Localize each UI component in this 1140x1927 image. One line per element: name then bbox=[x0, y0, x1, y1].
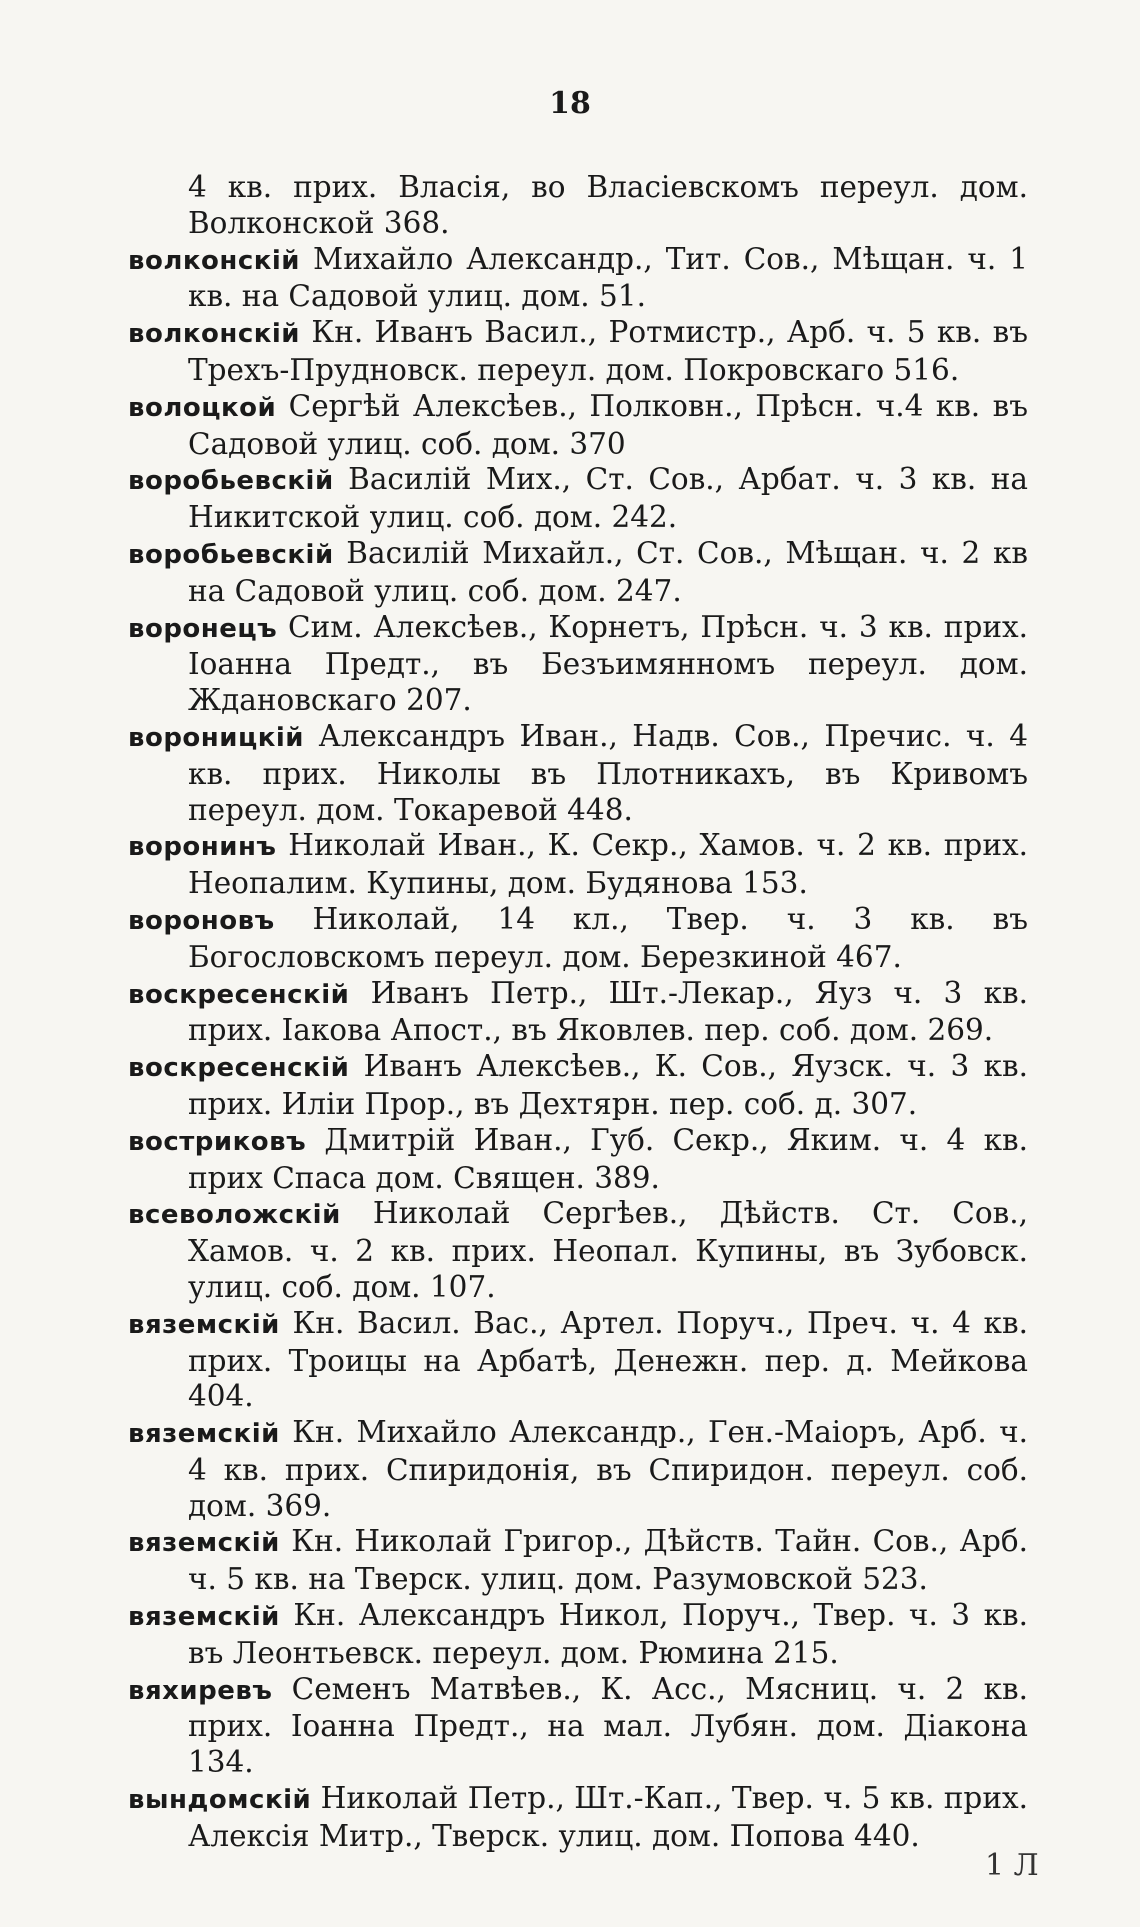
entry-surname: востриковъ bbox=[128, 1126, 307, 1157]
entry-text: Михайло Александр., Тит. Сов., Мѣщан. ч. 1 кв. на Садовой улиц. дом. 51. bbox=[188, 241, 1028, 314]
entry-text: Василій Михайл., Ст. Сов., Мѣщан. ч. 2 кв на Садовой улиц. соб. дом. 247. bbox=[188, 535, 1028, 608]
directory-entry bbox=[128, 1196, 1028, 1305]
entry-surname: всеволожскій bbox=[128, 1200, 341, 1231]
entry-text: Николай, 14 кл., Твер. ч. 3 кв. въ Богословскомъ переул. дом. Березкиной 467. bbox=[188, 901, 1028, 974]
directory-entry bbox=[128, 1598, 1028, 1672]
entry-surname: вяземскій bbox=[128, 1419, 280, 1450]
directory-entry bbox=[128, 242, 1028, 316]
directory-entry bbox=[128, 1781, 1028, 1855]
directory-entry bbox=[128, 1123, 1028, 1197]
directory-entry bbox=[128, 719, 1028, 828]
entry-text: Сергѣй Алексѣев., Полковн., Прѣсн. ч.4 кв. въ Садовой улиц. соб. дом. 370 bbox=[188, 388, 1028, 461]
entry-surname: вяземскій bbox=[128, 1602, 280, 1633]
directory-entry bbox=[128, 389, 1028, 463]
entry-surname: воробьевскій bbox=[128, 466, 334, 497]
entry-text: Александръ Иван., Надв. Сов., Пречис. ч. 4 кв. прих. Николы въ Плотникахъ, въ Кривомъ переул. дом. Токаревой 448. bbox=[188, 718, 1028, 827]
entry-text: Иванъ Алексѣев., К. Сов., Яузск. ч. 3 кв. прих. Иліи Прор., въ Дехтярн. пер. соб. д. 307. bbox=[188, 1049, 1028, 1121]
entry-text: Кн. Николай Григор., Дѣйств. Тайн. Сов., Арб. ч. 5 кв. на Тверск. улиц. дом. Разумовской 523. bbox=[188, 1524, 1028, 1597]
entry-text: Кн. Михайло Александр., Ген.-Маіоръ, Арб. ч. 4 кв. прих. Спиридонія, въ Спиридон. переул. соб. дом. 369. bbox=[188, 1415, 1028, 1523]
entry-surname: волконскій bbox=[128, 245, 301, 276]
directory-entry bbox=[128, 976, 1028, 1050]
directory-entry bbox=[128, 1524, 1028, 1598]
directory-entry bbox=[128, 1415, 1028, 1524]
directory-entry bbox=[128, 1672, 1028, 1781]
entry-text: Семенъ Матвѣев., К. Асс., Мясниц. ч. 2 кв. прих. Іоанна Предт., на мал. Лубян. дом. Діакона 134. bbox=[188, 1671, 1028, 1780]
entry-surname: волоцкой bbox=[128, 392, 277, 423]
entry-text: Сим. Алексѣев., Корнетъ, Прѣсн. ч. 3 кв. прих. Іоанна Предт., въ Безъимянномъ переул. дом. Ждановскаго 207. bbox=[188, 609, 1028, 718]
entry-text: Иванъ Петр., Шт.-Лекар., Яуз ч. 3 кв. прих. Іакова Апост., въ Яковлев. пер. соб. дом. 269. bbox=[188, 975, 1028, 1048]
entry-text: Дмитрій Иван., Губ. Секр., Яким. ч. 4 кв. прих Спаса дом. Священ. 389. bbox=[188, 1122, 1028, 1195]
directory-entry bbox=[128, 902, 1028, 976]
entry-text: Николай Сергѣев., Дѣйств. Ст. Сов., Хамов. ч. 2 кв. прих. Неопал. Купины, въ Зубовск. улиц. соб. дом. 107. bbox=[188, 1196, 1028, 1304]
entry-text: Василій Мих., Ст. Сов., Арбат. ч. 3 кв. на Никитской улиц. соб. дом. 242. bbox=[188, 462, 1028, 535]
entry-surname: вороницкій bbox=[128, 722, 305, 753]
entry-text: Кн. Александръ Никол, Поруч., Твер. ч. 3 кв. въ Леонтьевск. переул. дом. Рюмина 215. bbox=[188, 1598, 1028, 1670]
directory-entry bbox=[128, 536, 1028, 610]
entry-text: Николай Иван., К. Секр., Хамов. ч. 2 кв. прих. Неопалим. Купины, дом. Будянова 153. bbox=[188, 828, 1028, 901]
directory-entry bbox=[128, 610, 1028, 719]
footer-mark: 1 Л bbox=[985, 1848, 1039, 1883]
directory-entries bbox=[128, 170, 1028, 1855]
entry-surname: воскресенскій bbox=[128, 1053, 350, 1084]
entry-surname: воскресенскій bbox=[128, 979, 350, 1010]
entry-surname: воронинъ bbox=[128, 832, 277, 863]
directory-entry bbox=[128, 828, 1028, 902]
entry-surname: воронецъ bbox=[128, 613, 278, 644]
entry-surname: вяхиревъ bbox=[128, 1675, 273, 1706]
entry-text: Кн. Васил. Вас., Артел. Поруч., Преч. ч. 4 кв. прих. Троицы на Арбатѣ, Денежн. пер. д. Мейкова 404. bbox=[188, 1305, 1028, 1414]
entry-surname: волконскій bbox=[128, 319, 301, 350]
entry-surname: вороновъ bbox=[128, 905, 275, 936]
directory-entry bbox=[128, 462, 1028, 536]
entry-surname: вяземскій bbox=[128, 1528, 280, 1559]
directory-entry bbox=[128, 1049, 1028, 1123]
entry-text: Кн. Иванъ Васил., Ротмистр., Арб. ч. 5 кв. въ Трехъ-Прудновск. переул. дом. Покровскаго 516. bbox=[188, 315, 1028, 387]
page-number: 18 bbox=[549, 86, 591, 121]
entry-surname: воробьевскій bbox=[128, 539, 334, 570]
directory-entry bbox=[128, 315, 1028, 389]
entry-text: Николай Петр., Шт.-Кап., Твер. ч. 5 кв. прих. Алексія Митр., Тверск. улиц. дом. Попова 440. bbox=[188, 1781, 1028, 1853]
entry-surname: вяземскій bbox=[128, 1309, 280, 1340]
entry-surname: вындомскій bbox=[128, 1785, 312, 1816]
directory-entry bbox=[128, 1306, 1028, 1415]
continuation-entry: 4 кв. прих. Власія, во Власіевскомъ переул. дом. Волконской 368. bbox=[188, 170, 1028, 240]
